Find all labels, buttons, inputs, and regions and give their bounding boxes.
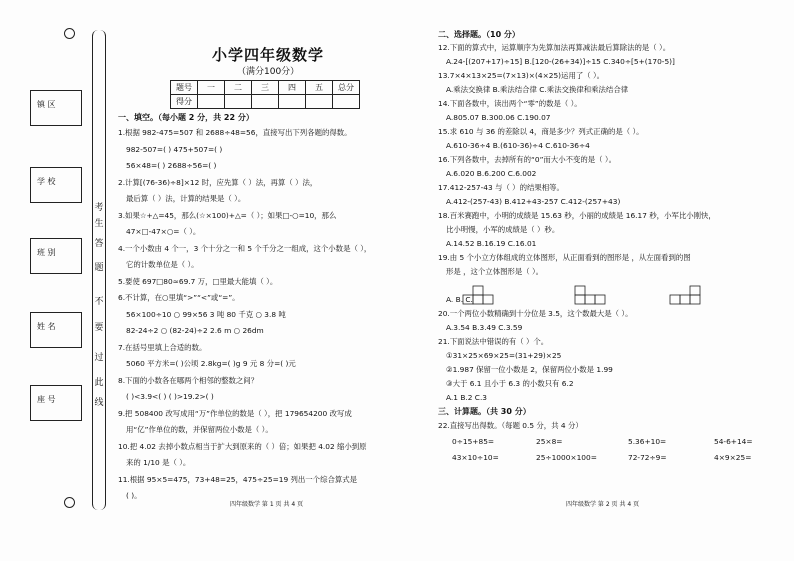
section-heading: 二、选择题。（10 分） [438,30,520,39]
score-input-cell[interactable] [252,95,279,109]
question-line: 16.下列各数中，去掉所有的“0”而大小不变的是（ ）。 [438,155,616,164]
binding-warning-char: 题 [94,263,104,273]
question-line: A.1 B.2 C.3 [446,393,488,402]
option-a-cube-figure [463,286,493,304]
score-cell: 一 [198,81,225,95]
question-line: 12.下面的算式中，运算顺序为先算加法再算减法最后算除法的是（ ）。 [438,43,671,52]
score-input-cell[interactable] [279,95,306,109]
info-box-name: 姓 名 [30,312,82,348]
calc-item: 43×10÷10= [452,453,499,462]
score-cell: 总分 [333,81,360,95]
question-line: ( )。 [126,491,142,500]
question-line: 来的 1/10 是（ ）。 [126,458,191,467]
binding-hole [64,497,75,508]
score-table-header-row [171,81,360,95]
question-22: 22.直接写出得数。（每题 0.5 分，共 4 分） [438,421,583,430]
question-line: 2.计算[(76-36)÷8]×12 时，应先算（ ）法，再算（ ）法， [118,177,318,187]
question-line: 7.在括号里填上合适的数。 [118,342,207,352]
question-line: 56×48=( ) 2688÷56=( ) [126,161,217,170]
question-line: 5060 平方米=( )公顷 2.8kg=( )g 9 元 8 分=( )元 [126,359,296,368]
option-b-cube-figure [575,286,605,304]
question-line: A.610-36÷4 B.(610-36)÷4 C.610-36÷4 [446,141,590,150]
calc-item: 54-6+14= [714,437,753,446]
info-box-district: 镇 区 [30,90,82,126]
question-line: 18.百米赛跑中，小明的成绩是 15.63 秒，小丽的成绩是 16.17 秒，小军比小刚快， [438,211,716,220]
question-line: A.乘法交换律 B.乘法结合律 C.乘法交换律和乘法结合律 [446,85,629,94]
section-heading: 一、填空。（每小题 2 分，共 22 分） [118,113,254,122]
question-line: A.3.54 B.3.49 C.3.59 [446,323,523,332]
question-line: A.805.07 B.300.06 C.190.07 [446,113,551,122]
calc-item: 72-72÷9= [628,453,667,462]
score-input-cell[interactable] [306,95,333,109]
question-line: A.412-(257-43) B.412+43-257 C.412-(257+43) [446,197,621,206]
info-box-school: 学 校 [30,167,82,203]
score-cell: 二 [225,81,252,95]
question-line: 5.要使 697□80≈69.7 万，□里最大能填（ ）。 [118,276,278,286]
question-line: 用“亿”作单位的数，并保留两位小数是（ ）。 [126,425,273,434]
binding-warning-char: 生 [94,219,104,229]
question-line: 比小明慢，小军的成绩是（ ）秒。 [446,225,560,234]
question-line: ( )<3.9<( ) ( )>19.2>( ) [126,392,214,401]
calc-item: 0÷15+85= [452,437,495,446]
score-input-cell[interactable] [198,95,225,109]
page-footer: 四年级数学 第 2 页 共 4 页 [566,501,640,508]
score-cell: 五 [306,81,333,95]
question-line: 8.下面的小数各在哪两个相邻的整数之间？ [118,375,259,385]
question-line: 17.412-257-43 与（ ）的结果相等。 [438,183,564,192]
score-cell: 题号 [171,81,198,95]
question-line: A.14.52 B.16.19 C.16.01 [446,239,537,248]
info-box-class: 班 别 [30,238,82,274]
score-cell: 得分 [171,95,198,109]
score-input-cell[interactable] [333,95,360,109]
question-line: 47×□-47×○=（ ）。 [126,227,201,236]
binding-warning-char: 答 [94,239,104,249]
question-line: 1.根据 982-475=507 和 2688÷48=56，直接写出下列各题的得数。 [118,128,352,137]
calc-item: 5.36+10= [628,437,667,446]
option-c-cube-figure [670,286,700,304]
question-line: A. B. C. [446,295,473,304]
score-cell: 四 [279,81,306,95]
binding-warning-char: 线 [94,398,104,408]
question-line: 15.求 610 与 36 的差除以 4，商是多少？列式正确的是（ ）。 [438,127,644,136]
info-box-seat: 座 号 [30,385,82,421]
question-line: 9.把 508400 改写成用“万”作单位的数是（ ），把 179654200 改写成 [118,408,352,418]
question-line: 10.把 4.02 去掉小数点相当于扩大到原来的（ ）倍；如果把 4.02 缩小到原 [118,441,367,451]
score-table [170,80,360,109]
question-line: 形是 ，这个立体图形是（ ）。 [446,267,544,276]
calc-item: 25×8= [536,437,563,446]
question-line: 6.不计算，在○里填“>”“<”或“=”。 [118,293,240,302]
binding-warning-char: 不 [94,297,104,307]
section-heading: 三、计算题。（共 30 分） [438,407,531,416]
question-line: 它的计数单位是（ ）。 [126,260,199,269]
score-table-score-row [171,95,360,109]
binding-hole [64,28,75,39]
binding-warning-char: 此 [94,378,104,388]
question-line: 19.由 5 个小立方体组成的立体图形，从正面看到的图形是 ，从左面看到的图 [438,253,691,262]
question-line: A.6.020 B.6.200 C.6.002 [446,169,537,178]
score-input-cell[interactable] [225,95,252,109]
score-cell: 三 [252,81,279,95]
question-line: 3.如果☆+△=45，那么(☆×100)+△=（ ）；如果□-○=10，那么 [118,210,337,220]
question-line: ①31×25×69×25=(31+29)×25 [446,351,562,360]
question-line: 56×100÷10 ○ 99×56 3 吨 80 千克 ○ 3.8 吨 [126,309,286,319]
calc-item: 25÷1000×100= [536,453,597,462]
question-line: 13.7×4×13×25=(7×13)×(4×25)运用了（ ）。 [438,71,605,80]
calc-item: 4×9×25= [714,453,752,462]
question-19-figures [455,285,785,307]
question-line: 11.根据 95×5=475，73+48=25，475÷25=19 列出一个综合算式是 [118,474,358,484]
question-line: 20.一个两位小数精确到十分位是 3.5，这个数最大是（ ）。 [438,309,633,318]
question-line: 82-24÷2 ○ (82-24)÷2 2.6 m ○ 26dm [126,326,264,335]
binding-warning-char: 过 [94,353,104,363]
question-line: ②1.987 保留一位小数是 2，保留两位小数是 1.99 [446,365,613,374]
exam-subtitle: （满分100分） [237,67,300,77]
page-footer: 四年级数学 第 1 页 共 4 页 [230,501,304,508]
question-line: 982-507=( ) 475+507=( ) [126,144,223,154]
binding-warning-char: 要 [94,323,104,333]
binding-warning-char: 考 [94,203,104,213]
question-line: 21.下面说法中错误的有（ ）个。 [438,337,549,346]
question-line: ③大于 6.1 且小于 6.3 的小数只有 6.2 [446,379,574,388]
exam-title: 小学四年级数学 [212,46,325,64]
question-line: 4.一个小数由 4 个一，3 个十分之一和 5 个千分之一组成，这个小数是（ ）， [118,243,372,253]
question-line: A.24-[(207+17)÷15] B.[120-(26+34)]÷15 C.340÷[5+(170-5)] [446,57,675,66]
question-line: 14.下面各数中，读出两个“零”的数是（ ）。 [438,99,582,108]
question-line: 最后算（ ）法，计算的结果是（ ）。 [126,194,246,203]
